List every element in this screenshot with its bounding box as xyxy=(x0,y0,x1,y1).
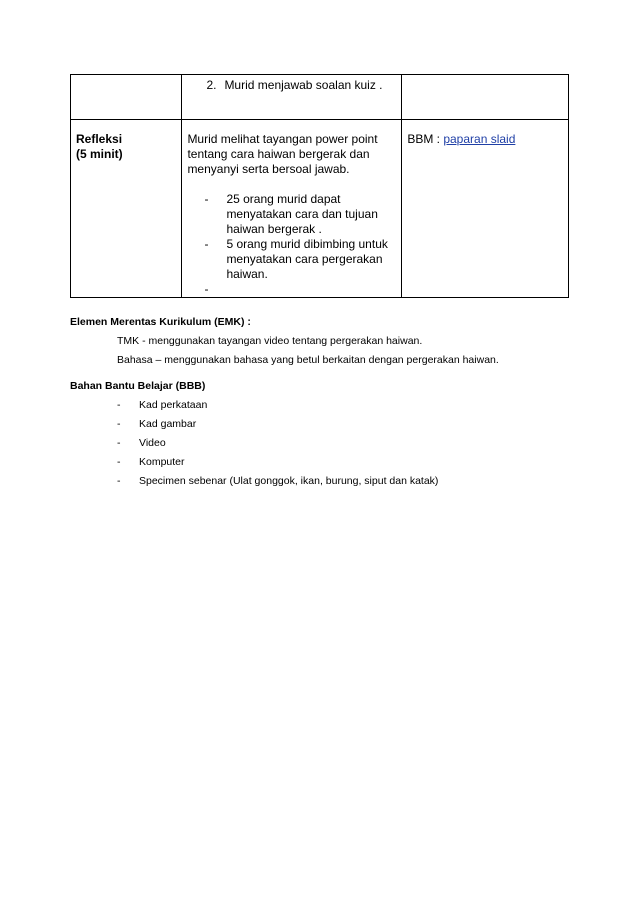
emk-line: Bahasa – menggunakan bahasa yang betul berkaitan dengan pergerakan haiwan. xyxy=(117,354,499,366)
numbered-item xyxy=(187,78,396,93)
table-row xyxy=(71,120,569,298)
bbb-list xyxy=(70,396,438,491)
list-item xyxy=(187,192,396,237)
list-item-text xyxy=(226,282,396,297)
bbm-label: BBM : xyxy=(407,132,444,146)
table-cell-notes xyxy=(402,120,569,298)
emk-line: TMK - menggunakan tayangan video tentang pergerakan haiwan. xyxy=(117,335,423,347)
list-item-text: 5 orang murid dibimbing untuk menyatakan cara pergerakan haiwan. xyxy=(226,237,388,281)
list-item-text: Video xyxy=(139,437,166,449)
list-item xyxy=(187,282,396,297)
bbb-heading: Bahan Bantu Belajar (BBB) xyxy=(70,380,206,392)
list-dash: - xyxy=(117,475,121,487)
list-item-text: Kad gambar xyxy=(139,418,197,430)
list-dash: - xyxy=(117,399,121,411)
list-item xyxy=(117,453,438,472)
list-item xyxy=(117,472,438,491)
table-cell-notes xyxy=(402,75,569,120)
emk-heading: Elemen Merentas Kurikulum (EMK) : xyxy=(70,316,251,328)
lesson-plan-table xyxy=(70,74,569,298)
table-cell-stage xyxy=(71,120,182,298)
activity-intro: Murid melihat tayangan power point tentang cara haiwan bergerak dan menyanyi serta bersoal jawab. xyxy=(187,132,378,176)
item-text: Murid menjawab soalan kuiz . xyxy=(224,78,383,92)
list-item xyxy=(187,237,396,282)
list-item-text: Specimen sebenar (Ulat gonggok, ikan, burung, siput dan katak) xyxy=(139,475,439,487)
bbb-section xyxy=(70,377,438,491)
list-dash: - xyxy=(204,192,209,206)
table-cell-stage xyxy=(71,75,182,120)
stage-title: Refleksi xyxy=(76,132,123,146)
emk-section xyxy=(70,313,499,370)
list-item-text: Kad perkataan xyxy=(139,399,208,411)
list-dash: - xyxy=(117,437,121,449)
list-item xyxy=(117,396,438,415)
table-cell-activity xyxy=(182,120,402,298)
list-dash: - xyxy=(117,456,121,468)
item-number: 2. xyxy=(206,78,217,92)
slide-link[interactable]: paparan slaid xyxy=(443,132,516,146)
stage-duration: (5 minit) xyxy=(76,147,123,161)
activity-list xyxy=(187,192,396,297)
list-item xyxy=(117,415,438,434)
list-item xyxy=(117,434,438,453)
list-item-text: 25 orang murid dapat menyatakan cara dan tujuan haiwan bergerak . xyxy=(226,192,378,236)
list-dash: - xyxy=(204,282,209,296)
list-dash: - xyxy=(204,237,209,251)
list-item-text: Komputer xyxy=(139,456,185,468)
table-row xyxy=(71,75,569,120)
list-dash: - xyxy=(117,418,121,430)
table-cell-activity xyxy=(182,75,402,120)
